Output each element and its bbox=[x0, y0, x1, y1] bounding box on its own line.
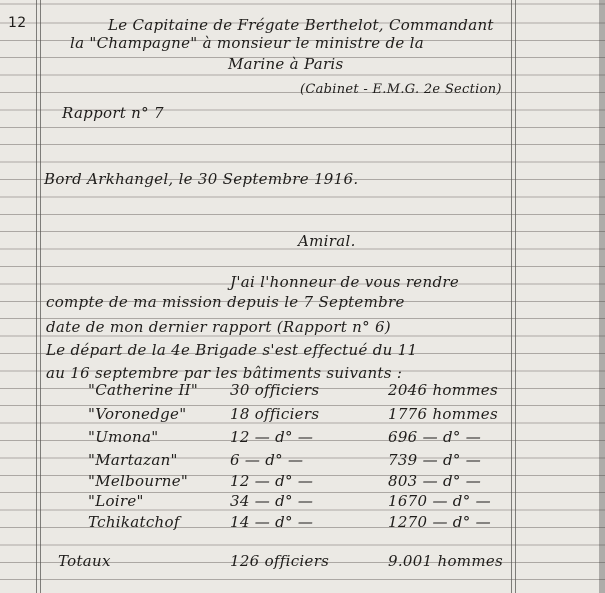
ship-name: "Umona" bbox=[88, 428, 159, 446]
ship-men: 1270 — d° — bbox=[388, 513, 491, 531]
total-officers: 126 officiers bbox=[230, 552, 330, 570]
ship-name: "Loire" bbox=[88, 492, 144, 510]
salutation: Amiral. bbox=[298, 232, 356, 250]
report-number: Rapport n° 7 bbox=[62, 104, 164, 122]
header-line-4: (Cabinet - E.M.G. 2e Section) bbox=[300, 82, 502, 97]
ship-men: 1670 — d° — bbox=[388, 492, 491, 510]
ship-name: Tchikatchof bbox=[88, 513, 180, 531]
ship-men: 803 — d° — bbox=[388, 472, 482, 490]
ship-name: "Melbourne" bbox=[88, 472, 189, 490]
page-number: 12 bbox=[8, 15, 27, 31]
ship-name: "Catherine II" bbox=[88, 381, 199, 399]
header-line-3: Marine à Paris bbox=[228, 55, 344, 73]
header-line-2: la "Champagne" à monsieur le ministre de la bbox=[70, 34, 425, 52]
body-line-2: compte de ma mission depuis le 7 Septembre bbox=[46, 293, 405, 311]
ship-men: 1776 hommes bbox=[388, 405, 498, 423]
ship-officers: 18 officiers bbox=[230, 405, 320, 423]
page-edge-shadow bbox=[599, 0, 605, 593]
ship-name: "Martazan" bbox=[88, 451, 178, 469]
ship-officers: 6 — d° — bbox=[230, 451, 304, 469]
header-line-1: Le Capitaine de Frégate Berthelot, Commandant bbox=[108, 16, 494, 34]
ship-name: "Voronedge" bbox=[88, 405, 187, 423]
ship-men: 739 — d° — bbox=[388, 451, 482, 469]
body-line-3: date de mon dernier rapport (Rapport n° 6) bbox=[46, 318, 391, 336]
ship-officers: 12 — d° — bbox=[230, 472, 314, 490]
ship-men: 2046 hommes bbox=[388, 381, 498, 399]
total-men: 9.001 hommes bbox=[388, 552, 504, 570]
body-line-1: J'ai l'honneur de vous rendre bbox=[230, 273, 459, 291]
ship-officers: 30 officiers bbox=[230, 381, 320, 399]
body-line-5: au 16 septembre par les bâtiments suivants : bbox=[46, 364, 403, 382]
body-line-4: Le départ de la 4e Brigade s'est effectué du 11 bbox=[46, 341, 418, 359]
total-label: Totaux bbox=[58, 552, 111, 570]
ship-officers: 12 — d° — bbox=[230, 428, 314, 446]
ship-officers: 14 — d° — bbox=[230, 513, 314, 531]
margin-line-right bbox=[511, 0, 512, 593]
margin-line-right-inner bbox=[515, 0, 516, 593]
place-date: Bord Arkhangel, le 30 Septembre 1916. bbox=[44, 170, 359, 188]
margin-line-left bbox=[36, 0, 37, 593]
ship-men: 696 — d° — bbox=[388, 428, 482, 446]
ship-officers: 34 — d° — bbox=[230, 492, 314, 510]
margin-line-left-inner bbox=[40, 0, 41, 593]
